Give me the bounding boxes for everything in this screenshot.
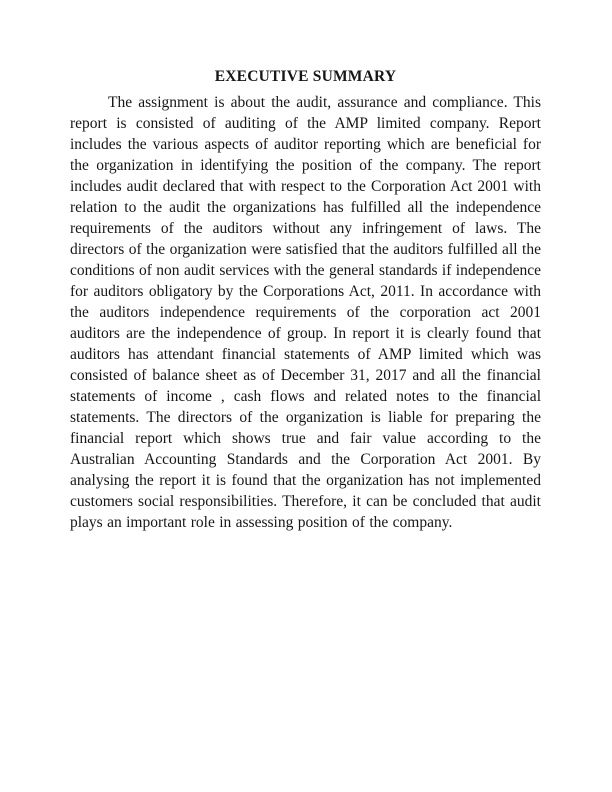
- page-title: EXECUTIVE SUMMARY: [214, 68, 397, 85]
- executive-summary-paragraph: The assignment is about the audit, assurance and compliance. This report is consisted of auditing of the AMP limited company. Report includes the various aspects of auditor reporting which are beneficial for the organization in identifying the position of the company. The report includes audit declared that with respect to the Corporation Act 2001 with relation to the audit the organizations has fulfilled all the independence requirements of the auditors without any infringement of laws. The directors of the organization were satisfied that the auditors fulfilled all the conditions of non audit services with the general standards if independence for auditors obligatory by the Corporations Act, 2011. In accordance with the auditors independence requirements of the corporation act 2001 auditors are the independence of group. In report it is clearly found that auditors has attendant financial statements of AMP limited which was consisted of balance sheet as of December 31, 2017 and all the financial statements of income , cash flows and related notes to the financial statements. The directors of the organization is liable for preparing the financial report which shows true and fair value according to the Australian Accounting Standards and the Corporation Act 2001. By analysing the report it is found that the organization has not implemented customers social responsibilities. Therefore, it can be concluded that audit plays an important role in assessing position of the company.: [70, 94, 541, 531]
